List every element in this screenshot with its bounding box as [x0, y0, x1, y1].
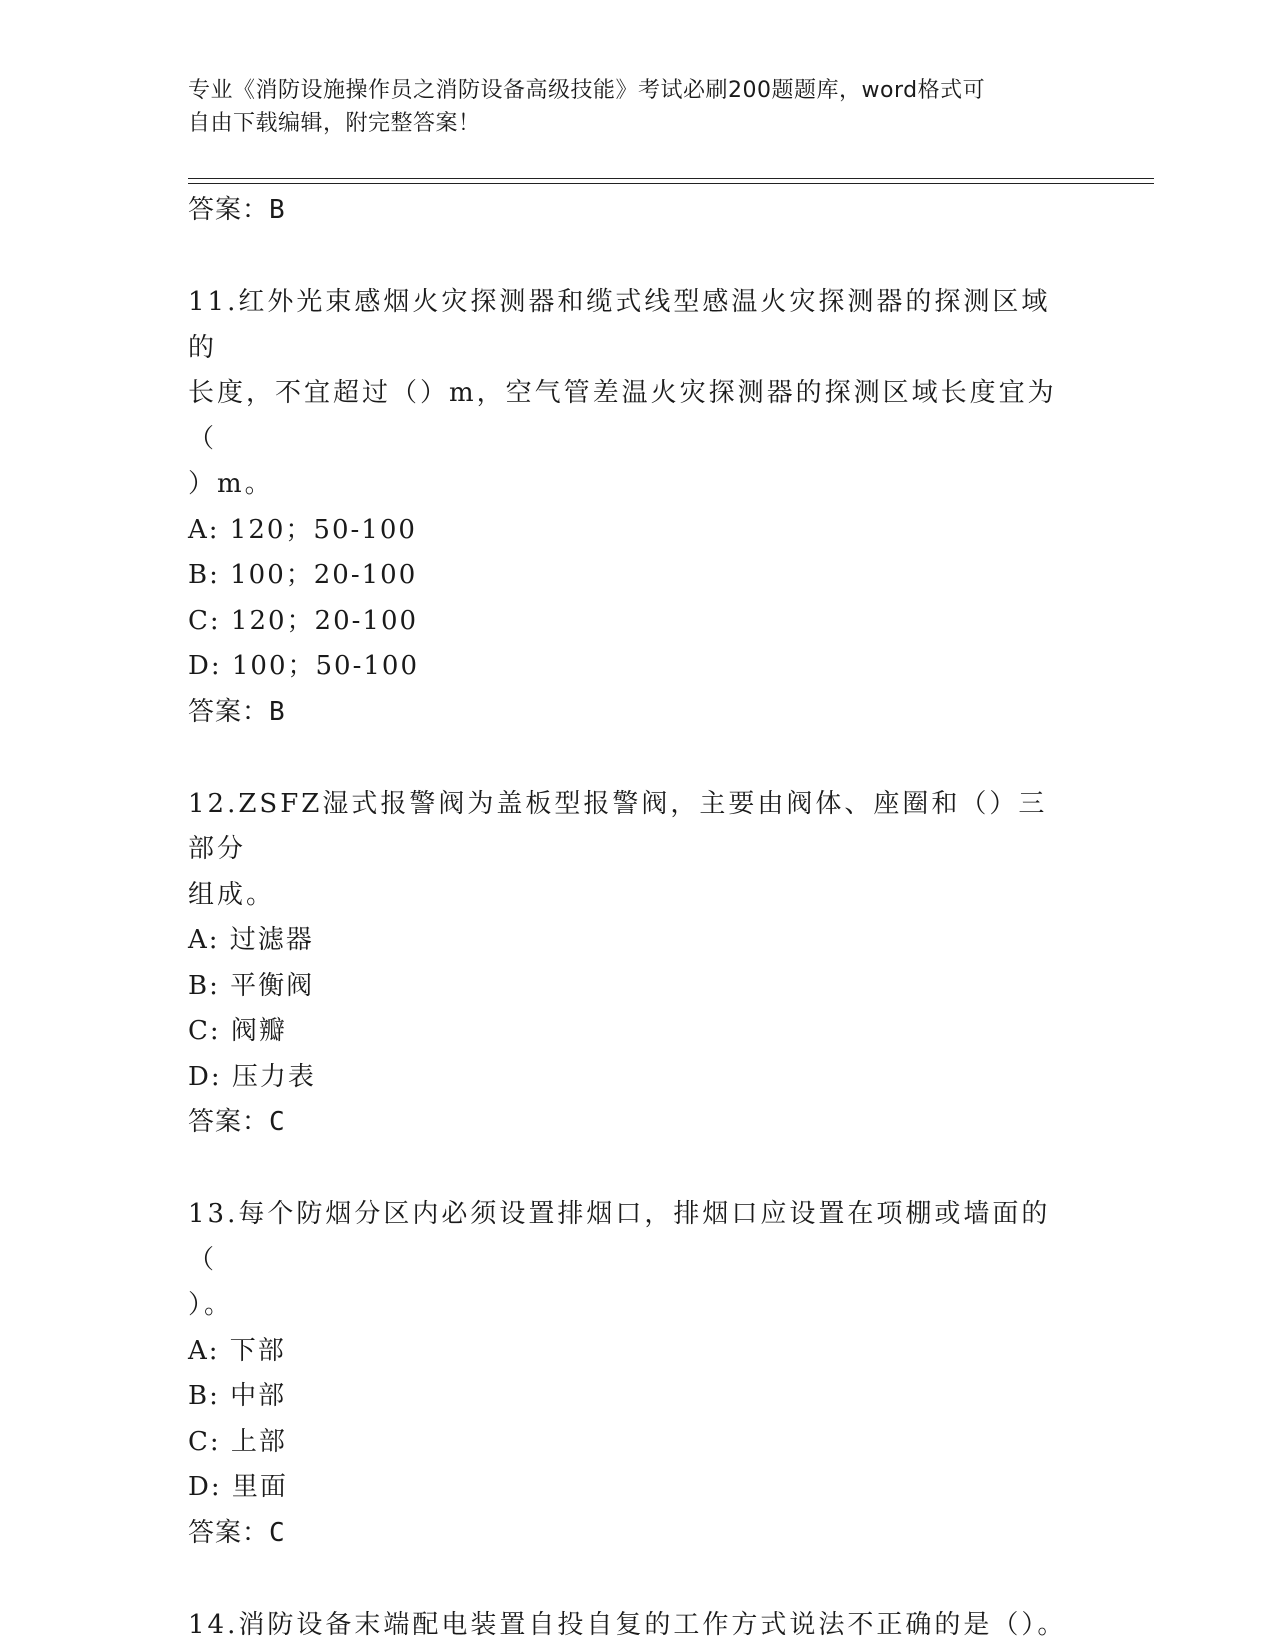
question-text-line: 11.红外光束感烟火灾探测器和缆式线型感温火灾探测器的探测区域的	[188, 287, 1051, 363]
question-text-line: 14.消防设备末端配电装置自投自复的工作方式说法不正确的是（）。	[188, 1609, 1067, 1640]
header-line-1: 专业《消防设施操作员之消防设备高级技能》考试必刷200题题库，word格式可	[188, 78, 986, 103]
question-text-line: 12.ZSFZ湿式报警阀为盖板型报警阀，主要由阀体、座圈和（）三部分	[188, 788, 1048, 864]
question-text-line: 组成。	[188, 879, 276, 910]
option-d: D: 压力表	[188, 1061, 316, 1092]
answer-line: 答案：B	[188, 195, 286, 225]
option-c: C: 阀瓣	[188, 1016, 287, 1046]
option-c: C: 上部	[188, 1426, 287, 1457]
option-b: B: 100；20-100	[188, 560, 418, 590]
page-header	[188, 74, 1068, 140]
option-d: D: 里面	[188, 1472, 288, 1502]
option-b: B: 平衡阀	[188, 970, 315, 1001]
question-12	[188, 782, 1068, 919]
option-a: A: 120；50-100	[188, 514, 417, 545]
answer-line: 答案：B	[188, 696, 286, 727]
option-a: A: 下部	[188, 1335, 286, 1366]
question-13	[188, 1192, 1068, 1329]
question-text-line: 13.每个防烟分区内必须设置排烟口，排烟口应设置在项棚或墙面的（	[188, 1199, 1051, 1275]
question-list	[188, 188, 1088, 1648]
option-c: C: 120；20-100	[188, 605, 419, 636]
header-rule-bottom	[188, 183, 1154, 184]
question-text-line: ）。	[188, 1290, 234, 1320]
answer-line: 答案：C	[188, 1517, 286, 1548]
option-b: B: 中部	[188, 1381, 287, 1411]
option-a: A: 过滤器	[188, 925, 314, 955]
answer-line: 答案：C	[188, 1107, 286, 1137]
header-line-2: 自由下载编辑，附完整答案！	[188, 111, 481, 136]
question-11	[188, 280, 1068, 508]
question-text-line: 长度，不宜超过（）m，空气管差温火灾探测器的探测区域长度宜为（	[188, 378, 1057, 454]
question-text-line: ）m。	[188, 469, 274, 499]
question-14	[188, 1603, 1068, 1649]
header-rule-top	[188, 178, 1154, 179]
option-d: D: 100；50-100	[188, 651, 419, 681]
